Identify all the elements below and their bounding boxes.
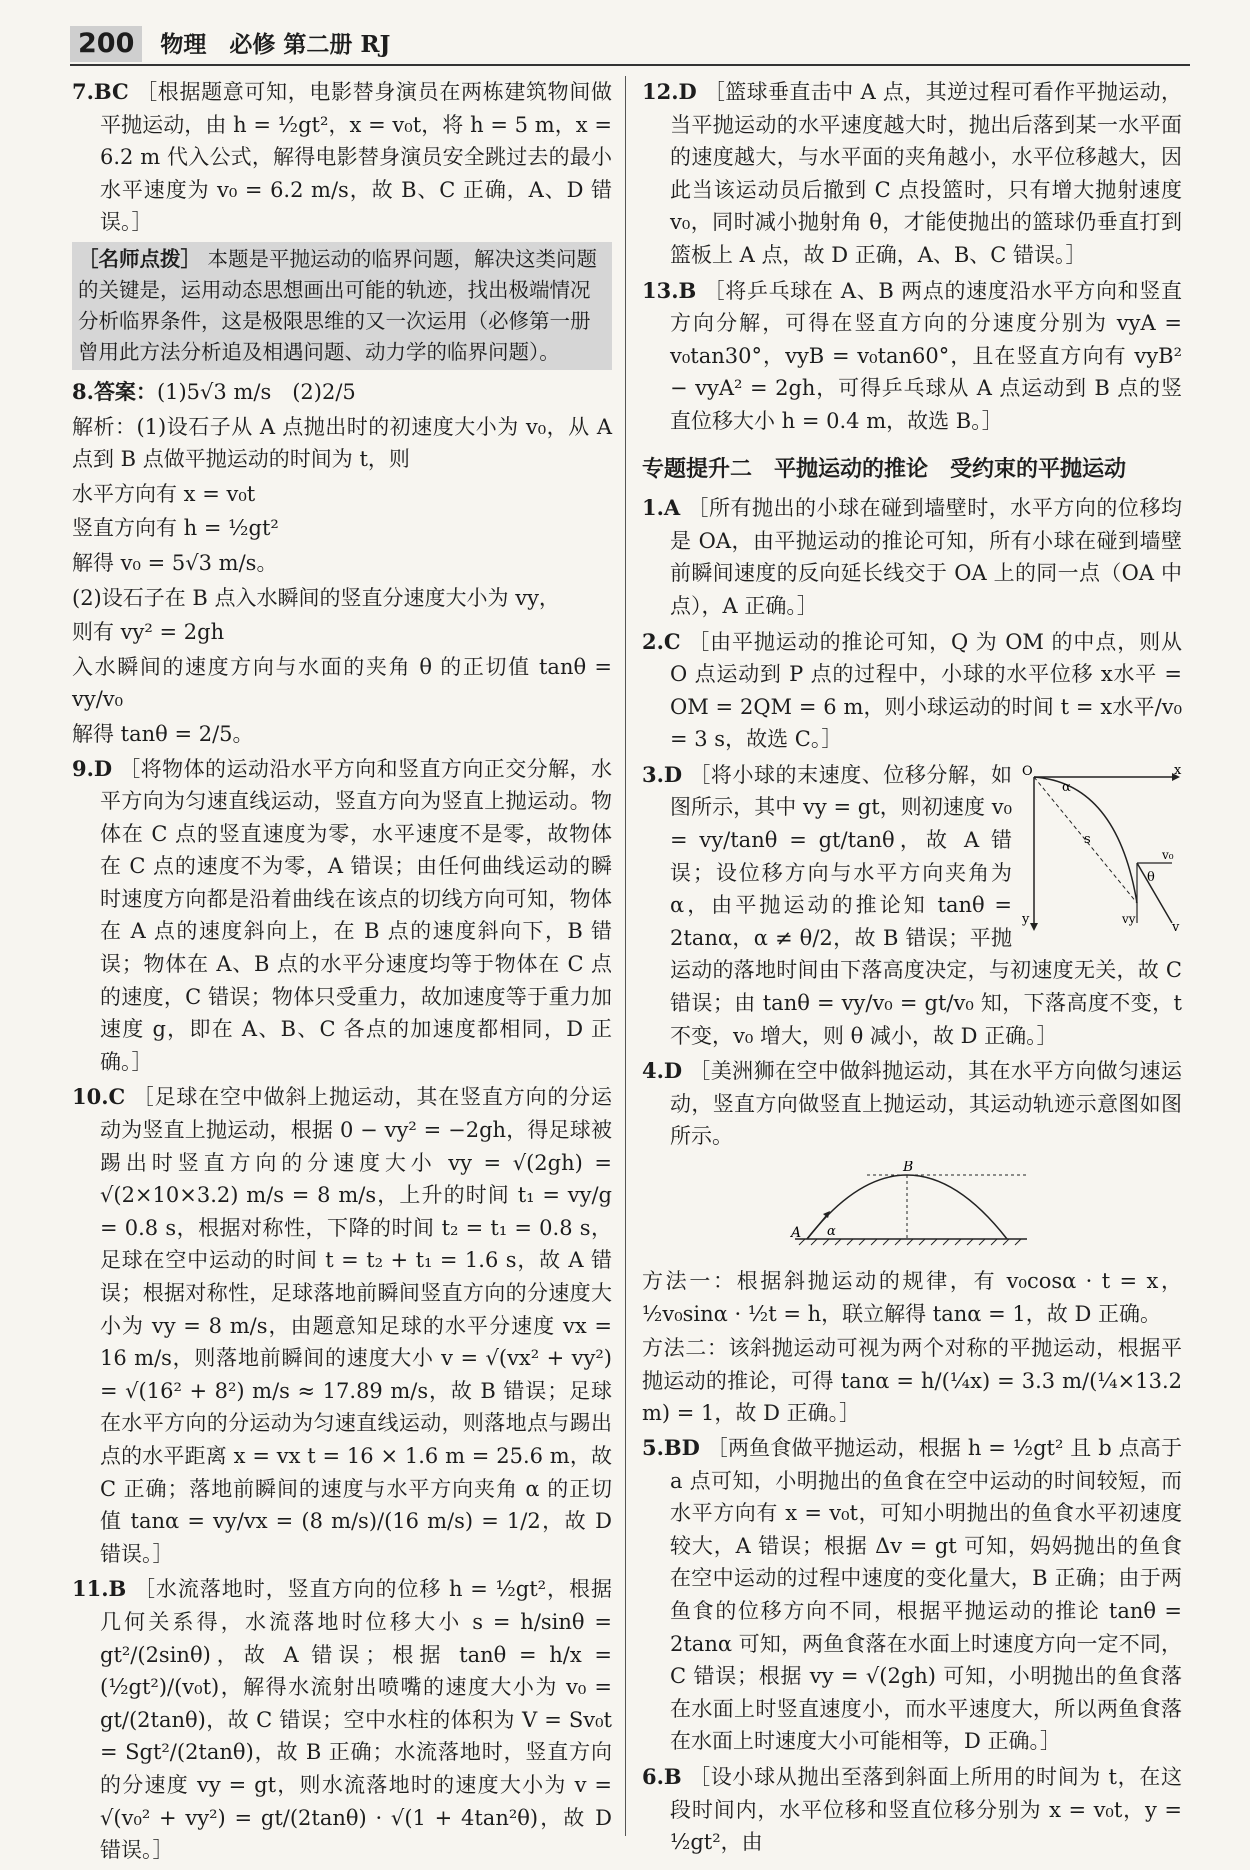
column-divider [625,76,626,1836]
right-column [642,76,1182,1862]
svg-text:vy: vy [1122,911,1136,926]
section-item-4: 4.D ［美洲狮在空中做斜抛运动，其在水平方向做匀速运动，竖直方向做竖直上抛运动，其运动轨迹示意图如图所示。 [642,1058,1182,1149]
svg-text:O: O [1022,763,1033,779]
answer-item-7: 7.BC ［根据题意可知，电影替身演员在两栋建筑物间做平抛运动，由 h = ½gt²，x = v₀t，将 h = 5 m，x = 6.2 m 代入公式，解得电影替身演员安全跳过去的最小水平速度为 v₀ = 6.2 m/s，故 B、C 正确，A、D 错误。］ [72,79,612,235]
svg-text:A: A [791,1225,802,1241]
section-title: 专题提升二 平抛运动的推论 受约束的平抛运动 [642,456,1127,482]
method-two: 方法二：该斜抛运动可视为两个对称的平抛运动，根据平抛运动的推论，可得 tanα = h/(¼x) = 3.3 m/(¼×13.2 m) = 1，故 D 正确。］ [642,1336,1182,1426]
section-item-5: 5.BD ［两鱼食做平抛运动，根据 h = ½gt² 且 b 点高于 a 点可知，小明抛出的鱼食在空中运动的时间较短，而水平方向有 x = v₀t，可知小明抛出的鱼食水平初速度较大，A 错误；根据 Δv = gt 可知，妈妈抛出的鱼食在空中运动的过程中速度的变化量大，B 正确；由于两鱼食的位移方向不同，根据平抛运动的推论 tanθ = 2tanα 可知，两鱼食落在水面上时速度方向一定不同，C 错误；根据 vy = √(2gh) 可知，小明抛出的鱼食落在水面上时竖直速度小，而水平速度大，所以两鱼食落在水面上时速度大小可能相等，D 正确。］ [642,1434,1182,1754]
section-item-3: O x y α θ s v₀ vy v 3.D ［将小球的末速度、位移分解，如图所示，其中 vy = gt，则初速度 v₀ = vy/tanθ = gt/tanθ，故 A 错误；设位移方向与水平方向夹角为 α，由平抛运动的推论知 tanθ = 2tanα，α ≠ θ/2，故 B 错误；平抛运动的落地时间由下落高度决定，与初速度无关，故 C 错误；由 tanθ = vy/v₀ = gt/v₀ 知，下落高度不变，t 不变，v₀ 增大，则 θ 减小，故 D 正确。］ [642,761,1182,1048]
svg-text:x: x [1174,762,1182,778]
section-item-2: 2.C ［由平抛运动的推论可知，Q 为 OM 的中点，则从 O 点运动到 P 点的过程中，小球的水平位移 x水平 = OM = 2QM = 6 m，则小球运动的时间 t = x水平/v₀ = 3 s，故选 C。］ [642,628,1182,752]
svg-text:v₀: v₀ [1162,847,1174,862]
header-rule [70,64,1190,66]
answer-item-12: 12.D ［篮球垂直击中 A 点，其逆过程可看作平抛运动，当平抛运动的水平速度越大时，抛出后落到某一水平面的速度越大，与水平面的夹角越小，水平位移越大，因此当该运动员后撤到 C 点投篮时，只有增大抛射速度 v₀，同时减小抛射角 θ，才能使抛出的篮球仍垂直打到篮板上 A 点，故 D 正确，A、B、C 错误。］ [642,79,1182,267]
oblique-throw-trajectory-figure [777,1161,1047,1257]
section-item-6: 6.B ［设小球从抛出至落到斜面上所用的时间为 t，在这段时间内，水平位移和竖直位移分别为 x = v₀t，y = ½gt²，由 [642,1763,1182,1855]
teacher-tip-box: ［名师点拨］ 本题是平抛运动的临界问题，解决这类问题的关键是，运用动态思想画出可能的轨迹，找出极端情况分析临界条件，这是极限思维的又一次运用（必修第一册曾用此方法分析追及相遇问题、动力学的临界问题）。 [72,242,612,370]
book-title: 物理 必修 第二册 RJ [160,31,391,58]
section-item-1: 1.A ［所有抛出的小球在碰到墙壁时，水平方向的位移均是 OA，由平抛运动的推论可知，所有小球在碰到墙壁前瞬间速度的反向延长线交于 OA 上的同一点（OA 中点），A 正确。］ [642,495,1182,618]
svg-text:B: B [903,1161,914,1175]
svg-text:α: α [1062,779,1071,795]
page-number: 200 [70,26,142,62]
answer-item-13: 13.B ［将乒乓球在 A、B 两点的速度沿水平方向和竖直方向分解，可得在竖直方向的分速度分别为 vyA = v₀tan30°，vyB = v₀tan60°，且在竖直方向有 vyB² − vyA² = 2gh，可得乒乓球从 A 点运动到 B 点的竖直位移大小 h = 0.4 m，故选 B。］ [642,277,1182,433]
projectile-decomposition-figure [1022,763,1182,933]
svg-text:α: α [827,1224,836,1239]
page-header [70,22,390,62]
answer-item-8: 8.答案：(1)5√3 m/s (2)2/5 解析：(1)设石子从 A 点抛出时的初速度大小为 v₀，从 A 点到 B 点做平抛运动的时间为 t，则 水平方向有 x = v₀t 竖直方向有 h = ½gt² 解得 v₀ = 5√3 m/s。 (2)设石子在 B 点入水瞬间的竖直分速度大小为 vy， 则有 vy² = 2gh 入水瞬间的速度方向与水面的夹角 θ 的正切值 tanθ = vy/v₀ 解得 tanθ = 2/5。 [72,378,612,746]
answer-item-11: 11.B ［水流落地时，竖直方向的位移 h = ½gt²，根据几何关系得，水流落地时位移大小 s = h/sinθ = gt²/(2sinθ)，故 A 错误；根据 tanθ = h/x = (½gt²)/(v₀t)，解得水流射出喷嘴的速度大小为 v₀ = gt/(2tanθ)，故 C 错误；空中水柱的体积为 V = Sv₀t = Sgt²/(2tanθ)，故 B 正确；水流落地时，竖直方向的分速度 vy = gt，则水流落地时的速度大小为 v = √(v₀² + vy²) = gt/(2tanθ) · √(1 + 4tan²θ)，故 D 错误。］ [72,1576,612,1863]
left-column [72,76,612,1870]
answer-item-9: 9.D ［将物体的运动沿水平方向和竖直方向正交分解，水平方向为匀速直线运动，竖直方向为竖直上抛运动。物体在 C 点的竖直速度为零，水平速度不是零，故物体在 C 点的速度不为零，A 错误；由任何曲线运动的瞬时速度方向都是沿着曲线在该点的切线方向可知，物体在 A 点的速度斜向上，在 B 点的速度斜向下，B 错误；物体在 A、B 点的水平分速度均等于物体在 C 点的速度，C 错误；物体只受重力，故加速度等于重力加速度 g，即在 A、B、C 各点的加速度都相同，D 正确。］ [72,755,612,1074]
svg-text:v: v [1172,919,1180,933]
svg-text:y: y [1022,911,1030,927]
method-one: 方法一：根据斜抛运动的规律，有 v₀cosα · t = x，½v₀sinα · ½t = h，联立解得 tanα = 1，故 D 正确。 [642,1269,1182,1326]
answer-item-10: 10.C ［足球在空中做斜上抛运动，其在竖直方向的分运动为竖直上抛运动，根据 0 − vy² = −2gh，得足球被踢出时竖直方向的分速度大小 vy = √(2gh) = √(2×10×3.2) m/s = 8 m/s，上升的时间 t₁ = vy/g = 0.8 s，根据对称性，下降的时间 t₂ = t₁ = 0.8 s，足球在空中运动的时间 t = t₂ + t₁ = 1.6 s，故 A 错误；根据对称性，足球落地前瞬间竖直方向的分速度大小为 vy = 8 m/s，由题意知足球的水平分速度 vx = 16 m/s，则落地前瞬间的速度大小 v = √(vx² + vy²) = √(16² + 8²) m/s ≈ 17.89 m/s，故 B 错误；足球在水平方向的分运动为匀速直线运动，则落地点与踢出点的水平距离 x = vx t = 16 × 1.6 m = 25.6 m，故 C 正确；落地前瞬间的速度与水平方向夹角 α 的正切值 tanα = vy/vx = (8 m/s)/(16 m/s) = 1/2，故 D 错误。］ [72,1084,612,1566]
svg-text:θ: θ [1147,869,1155,885]
svg-text:s: s [1084,831,1091,847]
